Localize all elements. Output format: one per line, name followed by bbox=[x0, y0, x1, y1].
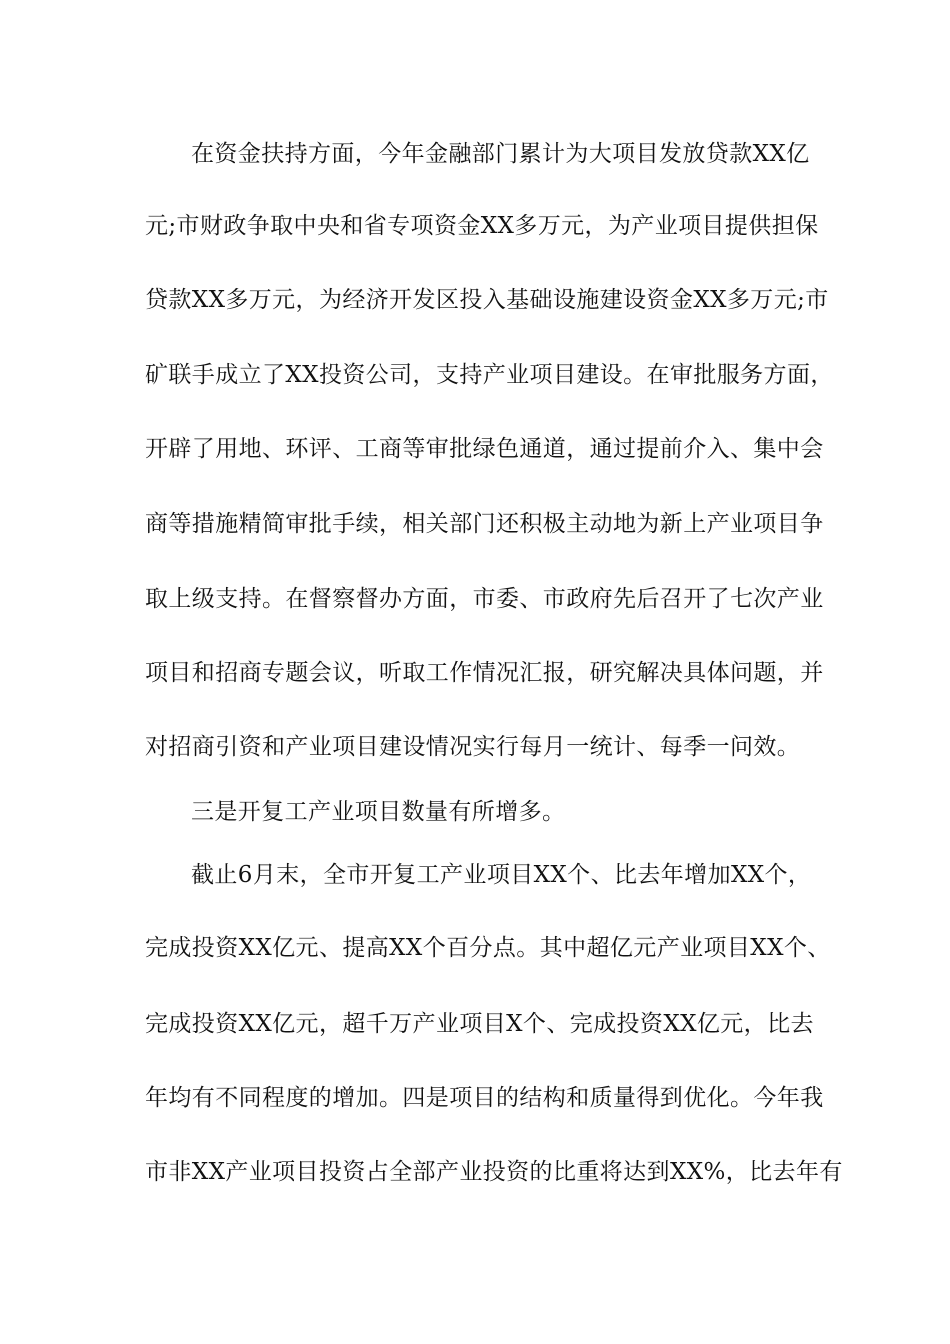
paragraph-line: 矿联手成立了XX投资公司，支持产业项目建设。在审批服务方面， bbox=[145, 362, 834, 388]
paragraph-line: 项目和招商专题会议，听取工作情况汇报，研究解决具体问题，并 bbox=[145, 660, 824, 686]
paragraph-line: 截止6月末，全市开复工产业项目XX个、比去年增加XX个， bbox=[191, 862, 812, 888]
paragraph-line: 年均有不同程度的增加。四是项目的结构和质量得到优化。今年我 bbox=[145, 1085, 824, 1111]
paragraph-line: 元;市财政争取中央和省专项资金XX多万元，为产业项目提供担保 bbox=[145, 213, 819, 239]
paragraph-line: 开辟了用地、环评、工商等审批绿色通道，通过提前介入、集中会 bbox=[145, 436, 824, 462]
paragraph-line: 市非XX产业项目投资占全部产业投资的比重将达到XX%，比去年有 bbox=[145, 1159, 843, 1185]
paragraph-line: 取上级支持。在督察督办方面，市委、市政府先后召开了七次产业 bbox=[145, 586, 824, 612]
paragraph-line: 贷款XX多万元，为经济开发区投入基础设施建设资金XX多万元;市 bbox=[145, 287, 829, 313]
paragraph-line: 完成投资XX亿元，超千万产业项目X个、完成投资XX亿元，比去 bbox=[145, 1011, 814, 1037]
paragraph-line: 商等措施精简审批手续，相关部门还积极主动地为新上产业项目争 bbox=[145, 511, 824, 537]
section-heading: 三是开复工产业项目数量有所增多。 bbox=[191, 799, 566, 825]
paragraph-line: 对招商引资和产业项目建设情况实行每月一统计、每季一问效。 bbox=[145, 734, 801, 760]
paragraph-line: 完成投资XX亿元、提高XX个百分点。其中超亿元产业项目XX个、 bbox=[145, 935, 831, 961]
paragraph-line: 在资金扶持方面，今年金融部门累计为大项目发放贷款XX亿 bbox=[191, 141, 810, 167]
